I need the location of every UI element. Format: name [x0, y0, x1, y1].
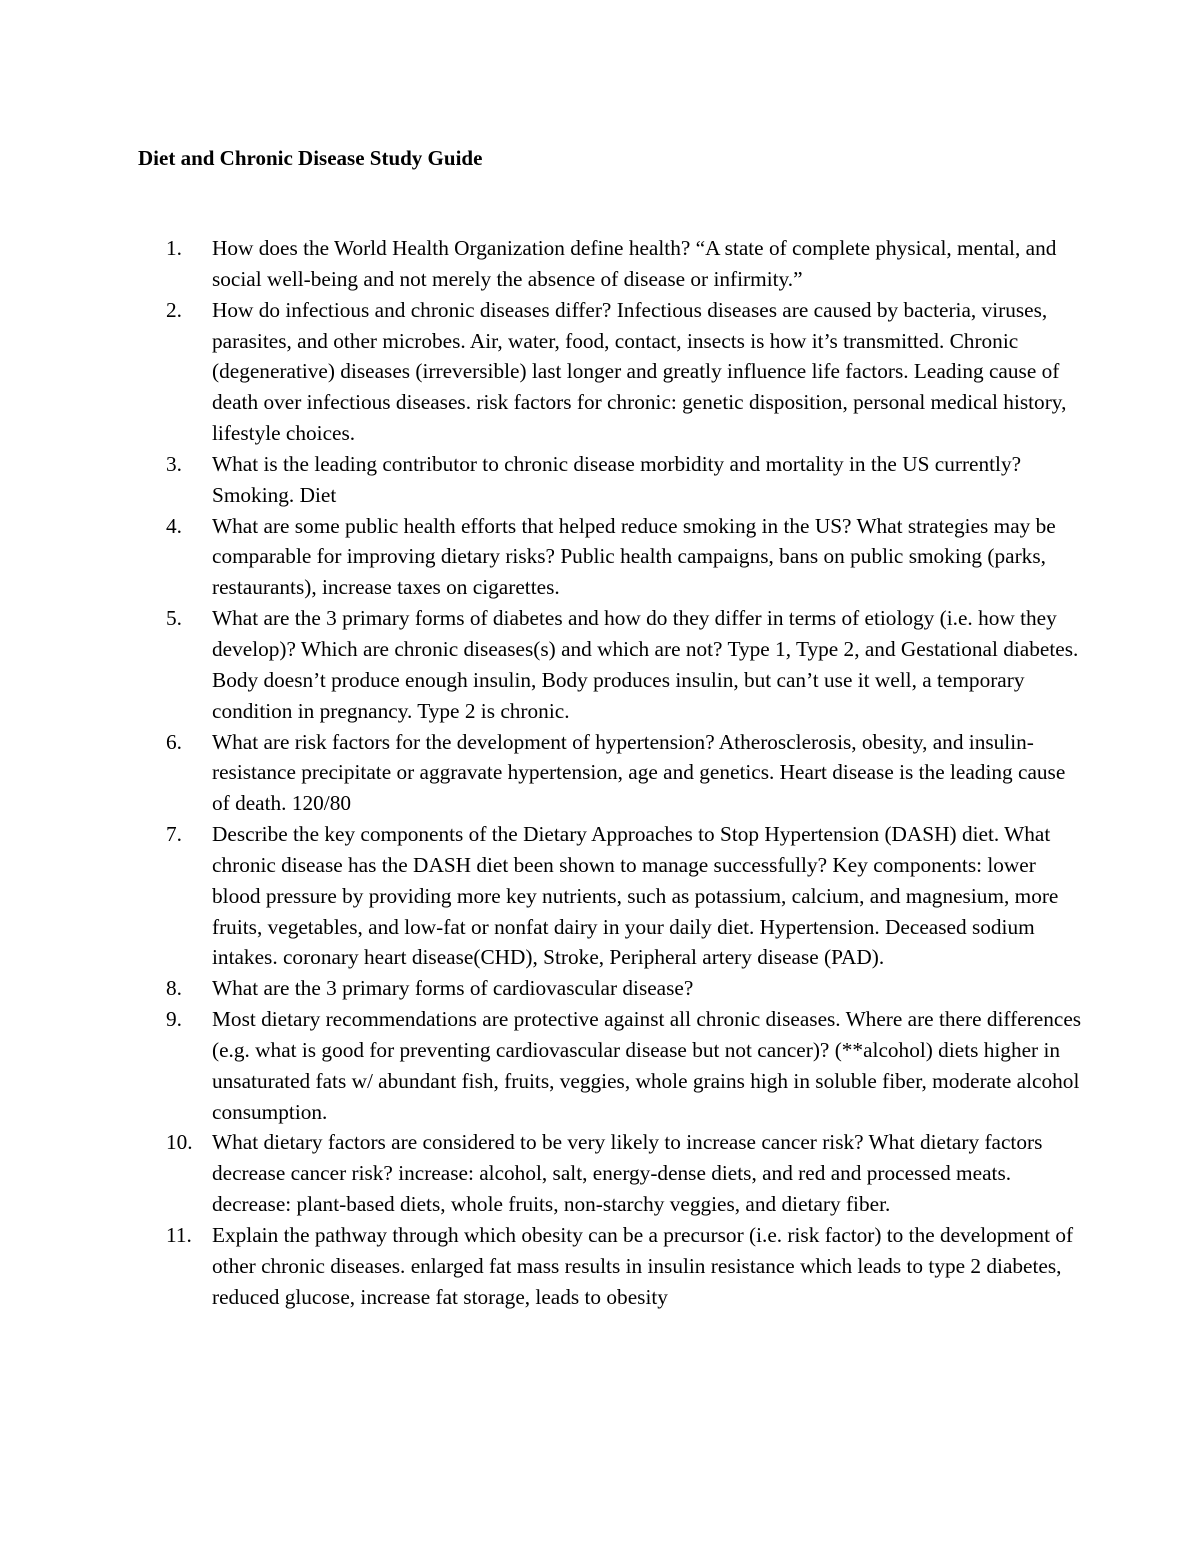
- question-number: 1.: [166, 236, 182, 260]
- question-number: 6.: [166, 729, 182, 754]
- study-question-item: [166, 233, 1086, 295]
- question-number: 4.: [166, 513, 182, 538]
- question-number: 2.: [166, 297, 182, 322]
- study-question-list: [166, 233, 1086, 1313]
- study-question-item: [166, 511, 1086, 604]
- question-number: 7.: [166, 822, 182, 847]
- study-question-item: [166, 603, 1086, 726]
- study-question-item: [166, 1127, 1086, 1220]
- study-question-item: [166, 295, 1086, 449]
- question-text: What are the 3 primary forms of diabetes and how do they differ in terms of etiology (i.e. how they develop)? Which are chronic diseases(s) and which are not? Type 1, Type 2, and Gestational diabetes. Body doesn’t produce enough insulin, Body produces insulin, but can’t use it well, a temporary condition in pregnancy. Type 2 is chronic.: [212, 606, 1079, 723]
- question-text: What are the 3 primary forms of cardiovascular disease?: [212, 976, 694, 1001]
- study-question-item: [166, 449, 1086, 511]
- question-text: Explain the pathway through which obesity can be a precursor (i.e. risk factor) to the development of other chronic diseases. enlarged fat mass results in insulin resistance which leads to type 2 diabetes, reduced glucose, increase fat storage, leads to obesity: [212, 1223, 1074, 1309]
- question-number: 5.: [166, 606, 182, 631]
- question-number: 3.: [166, 451, 182, 476]
- question-text: What are risk factors for the development of hypertension? Atherosclerosis, obesity, and insulin-resistance precipitate or aggravate hypertension, age and genetics. Heart disease is the leading cause of death. 120/80: [212, 729, 1066, 816]
- question-text: What dietary factors are considered to be very likely to increase cancer risk? What dietary factors decrease cancer risk? increase: alcohol, salt, energy-dense diets, and red and processed meats. decrease: plant-based diets, whole fruits, non-starchy veggies, and dietary fiber.: [212, 1130, 1043, 1217]
- question-text: Most dietary recommendations are protective against all chronic diseases. Where are there differences (e.g. what is good for preventing cardiovascular disease but not cancer)? (**alcohol) diets higher in unsaturated fats w/ abundant fish, fruits, veggies, whole grains high in soluble fiber, moderate alcohol consumption.: [212, 1007, 1082, 1124]
- study-question-item: [166, 1220, 1086, 1313]
- study-question-item: [166, 727, 1086, 820]
- question-number: 10.: [166, 1130, 193, 1155]
- study-question-item: [166, 1004, 1086, 1127]
- question-number: 11.: [166, 1223, 192, 1247]
- question-text: How do infectious and chronic diseases differ? Infectious diseases are caused by bacteria, viruses, parasites, and other microbes. Air, water, food, contact, insects is how it’s transmitted. Chronic (degenerative) diseases (irreversible) last longer and greatly influence life factors. Leading cause of death over infectious diseases. risk factors for chronic: genetic disposition, personal medical history, lifestyle choices.: [212, 297, 1067, 446]
- study-question-item: [166, 819, 1086, 973]
- question-text: What is the leading contributor to chronic disease morbidity and mortality in the US currently? Smoking. Diet: [212, 451, 1022, 507]
- question-number: 9.: [166, 1007, 182, 1032]
- document-title: Diet and Chronic Disease Study Guide: [138, 146, 483, 170]
- question-number: 8.: [166, 976, 182, 1001]
- study-question-item: [166, 973, 1086, 1004]
- question-text: How does the World Health Organization define health? “A state of complete physical, mental, and social well-being and not merely the absence of disease or infirmity.”: [212, 236, 1057, 291]
- question-text: Describe the key components of the Dietary Approaches to Stop Hypertension (DASH) diet. What chronic disease has the DASH diet been shown to manage successfully? Key components: lower blood pressure by providing more key nutrients, such as potassium, calcium, and magnesium, more fruits, vegetables, and low-fat or nonfat dairy in your daily diet. Hypertension. Deceased sodium intakes. coronary heart disease(CHD), Stroke, Peripheral artery disease (PAD).: [212, 822, 1059, 970]
- question-text: What are some public health efforts that helped reduce smoking in the US? What strategies may be comparable for improving dietary risks? Public health campaigns, bans on public smoking (parks, restaurants), increase taxes on cigarettes.: [212, 513, 1056, 600]
